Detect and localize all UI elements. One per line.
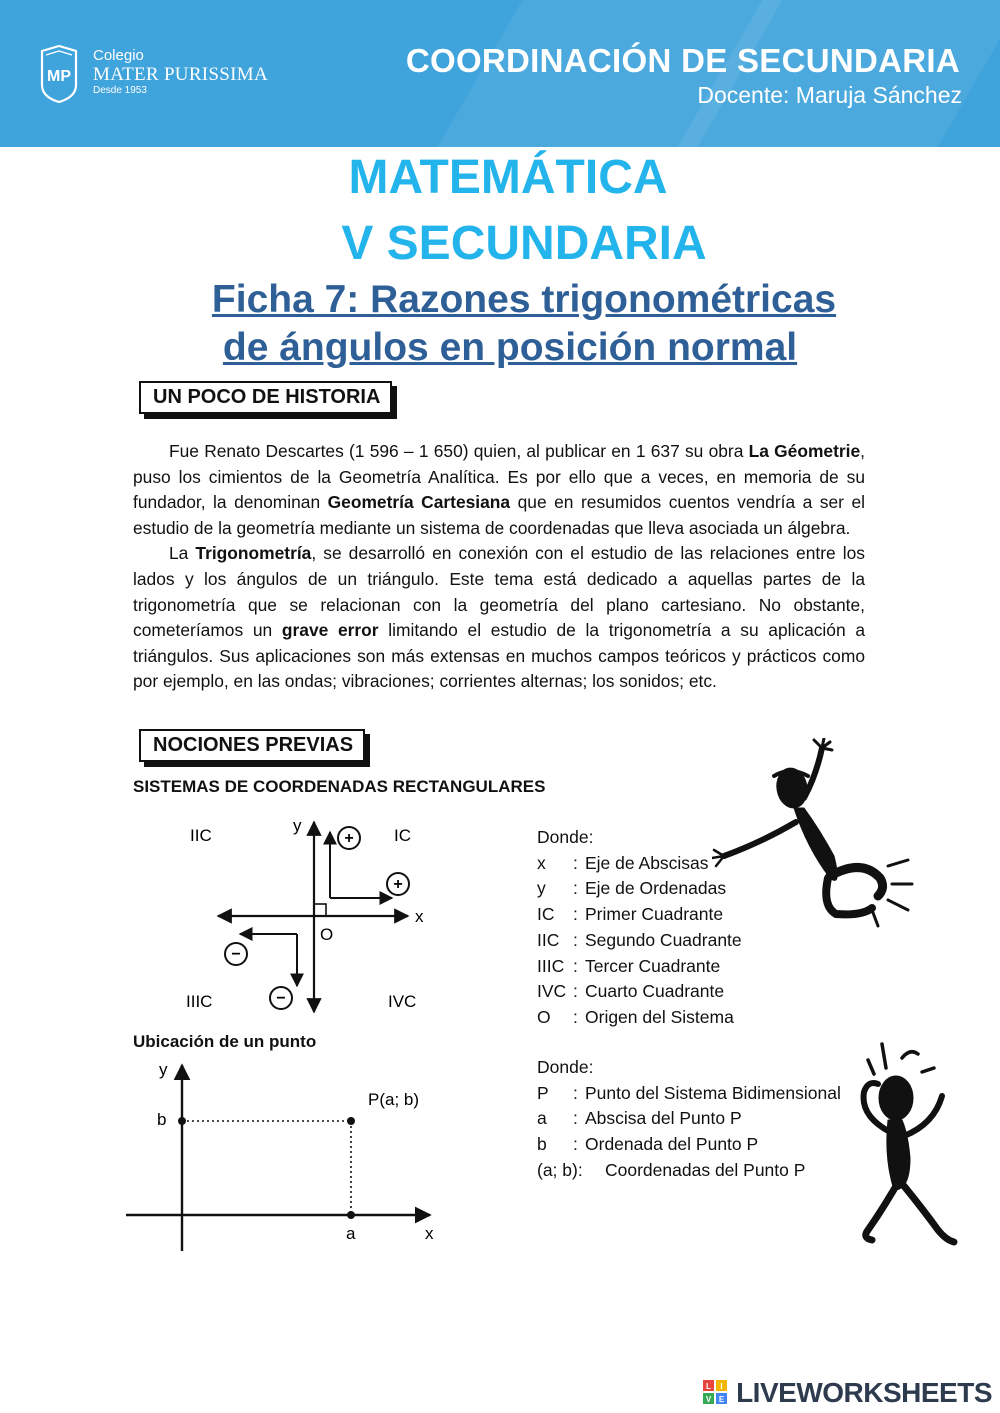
bold-term: grave error — [281, 620, 379, 641]
legend-separator: : — [573, 878, 578, 899]
legend-value: Abscisa del Punto P — [585, 1108, 742, 1129]
text-run: Fue Renato Descartes (1 596 – 1 650) quien, al publicar en 1 637 su obra — [169, 441, 749, 461]
logo-line-since: Desde 1953 — [93, 85, 147, 96]
history-paragraph-1 — [133, 439, 865, 541]
legend-key: a — [537, 1108, 547, 1129]
legend-row — [537, 1081, 841, 1107]
history-paragraph-2 — [133, 541, 865, 695]
legend-value: Eje de Abscisas — [585, 852, 709, 873]
legend-key: IIIC — [537, 955, 565, 976]
history-text — [133, 439, 865, 695]
coordinate-systems-subheading: SISTEMAS DE COORDENADAS RECTANGULARES — [133, 777, 546, 796]
worksheet-title-line2: de ángulos en posición normal — [222, 326, 798, 369]
teacher-name: Docente: Maruja Sánchez — [697, 82, 962, 108]
confused-stick-figure-illustration — [838, 1040, 968, 1255]
legend-row — [537, 851, 742, 877]
legend-row — [537, 928, 742, 954]
legend-value: Eje de Ordenadas — [585, 878, 727, 899]
logo-line-colegio: Colegio — [93, 47, 144, 64]
quadrant-2-label: IIC — [190, 826, 212, 845]
legend-value: Primer Cuadrante — [585, 904, 724, 925]
legend-value: Origen del Sistema — [585, 1006, 734, 1027]
svg-text:V: V — [705, 1395, 712, 1404]
legend-title: Donde: — [537, 1057, 594, 1077]
grade-title: V SECUNDARIA — [341, 217, 707, 270]
legend-separator: : — [573, 1082, 578, 1103]
history-heading: UN POCO DE HISTORIA — [139, 381, 392, 414]
legend-row — [537, 902, 742, 928]
legend-value: Ordenada del Punto P — [585, 1134, 759, 1155]
legend-key: (a; b): — [537, 1159, 583, 1180]
point-location-diagram — [120, 1055, 450, 1260]
legend-value: Tercer Cuadrante — [585, 955, 721, 976]
legend-separator: : — [573, 1134, 578, 1155]
ordinate-label: b — [157, 1110, 167, 1129]
legend-row — [537, 1132, 841, 1158]
text-run: , se desarrolló en conexión con el estudio de las relaciones entre los lados y los ángulos de un triángulo. Este tema está dedicado a aquellas partes de la trigonometría que se relacionan con la geometría del plano cartesiano. No obstante, cometeríamos un — [133, 543, 865, 641]
bold-term: Geometría Cartesiana — [327, 492, 511, 513]
legend-key: y — [537, 878, 546, 899]
legend-value: Segundo Cuadrante — [585, 929, 742, 950]
svg-text:−: − — [231, 946, 241, 963]
liveworksheets-logo-icon — [703, 1380, 727, 1404]
svg-text:+: + — [344, 830, 354, 847]
svg-text:L: L — [706, 1382, 711, 1391]
origin-label: O — [320, 925, 334, 944]
legend-value: Cuarto Cuadrante — [585, 981, 725, 1002]
legend-key: IVC — [537, 981, 567, 1002]
quadrants-legend — [537, 825, 742, 1031]
quadrants-diagram — [170, 810, 450, 1020]
subject-title: MATEMÁTICA — [348, 151, 668, 204]
logo-initials: MP — [47, 68, 71, 85]
legend-separator: : — [573, 852, 578, 873]
bold-term: La Géometrie — [748, 441, 861, 461]
legend-value: Punto del Sistema Bidimensional — [585, 1082, 841, 1103]
logo-line-school-name: MATER PURISSIMA — [93, 64, 269, 85]
legend-key: b — [537, 1134, 547, 1155]
point-legend — [537, 1055, 841, 1184]
legend-key: P — [537, 1082, 549, 1103]
prior-notions-heading: NOCIONES PREVIAS — [139, 729, 365, 762]
legend-row — [537, 979, 742, 1005]
legend-separator: : — [573, 929, 578, 950]
point-location-subheading: Ubicación de un punto — [133, 1032, 317, 1051]
text-run: , puso los cimientos de la Geometría Analítica. Es por ello que a veces, en memoria de su fundador, la denominan — [133, 441, 865, 513]
quadrant-1-label: IC — [394, 826, 411, 845]
school-shield-icon — [40, 45, 78, 103]
legend-key: IC — [537, 904, 555, 925]
text-run: limitando el estudio de la trigonometría a su aplicación a triángulos. Sus aplicaciones son más extensas en muchos campos teóricos y prácticos como por ejemplo, en las ondas; vibraciones; corrientes alternas; los sonidos; etc. — [133, 620, 865, 692]
abscissa-label: a — [346, 1224, 356, 1243]
legend-separator: : — [573, 1006, 578, 1027]
text-run: La — [169, 543, 196, 564]
point-label: P(a; b) — [368, 1090, 420, 1109]
coordination-title: COORDINACIÓN DE SECUNDARIA — [405, 42, 960, 79]
x-axis-label: x — [415, 907, 424, 926]
abscissa-point — [347, 1211, 355, 1219]
bold-term: Trigonometría — [195, 543, 312, 564]
legend-separator: : — [573, 955, 578, 976]
quadrant-3-label: IIIC — [186, 992, 213, 1011]
falling-stick-figure-illustration — [712, 738, 922, 933]
quadrant-4-label: IVC — [388, 992, 417, 1011]
legend-row — [537, 1106, 841, 1132]
legend-row — [537, 876, 742, 902]
svg-text:+: + — [393, 876, 403, 893]
legend-separator: : — [573, 904, 578, 925]
legend-value: Coordenadas del Punto P — [605, 1159, 806, 1180]
x-axis-label: x — [425, 1224, 434, 1243]
legend-title: Donde: — [537, 827, 594, 847]
legend-key: O — [537, 1006, 551, 1027]
legend-separator: : — [573, 981, 578, 1002]
text-run: que en resumidos cuentos vendría a ser el estudio de la geometría mediante un sistema de coordenadas que lleva asociada un álgebra. — [133, 492, 866, 538]
svg-text:−: − — [276, 990, 286, 1007]
svg-text:E: E — [718, 1395, 725, 1404]
legend-row — [537, 1005, 742, 1031]
y-axis-label: y — [293, 816, 302, 835]
legend-row — [537, 954, 742, 980]
legend-key: x — [537, 852, 546, 873]
y-axis-label: y — [159, 1060, 168, 1079]
legend-row — [537, 1158, 841, 1184]
point-p — [347, 1117, 355, 1125]
legend-separator: : — [573, 1108, 578, 1129]
worksheet-title-line1: Ficha 7: Razones trigonométricas — [211, 278, 837, 321]
svg-text:I: I — [720, 1382, 723, 1391]
legend-key: IIC — [537, 929, 560, 950]
liveworksheets-watermark: LIVEWORKSHEETS — [736, 1377, 992, 1408]
right-angle-mark — [314, 904, 326, 916]
ordinate-point — [178, 1117, 186, 1125]
